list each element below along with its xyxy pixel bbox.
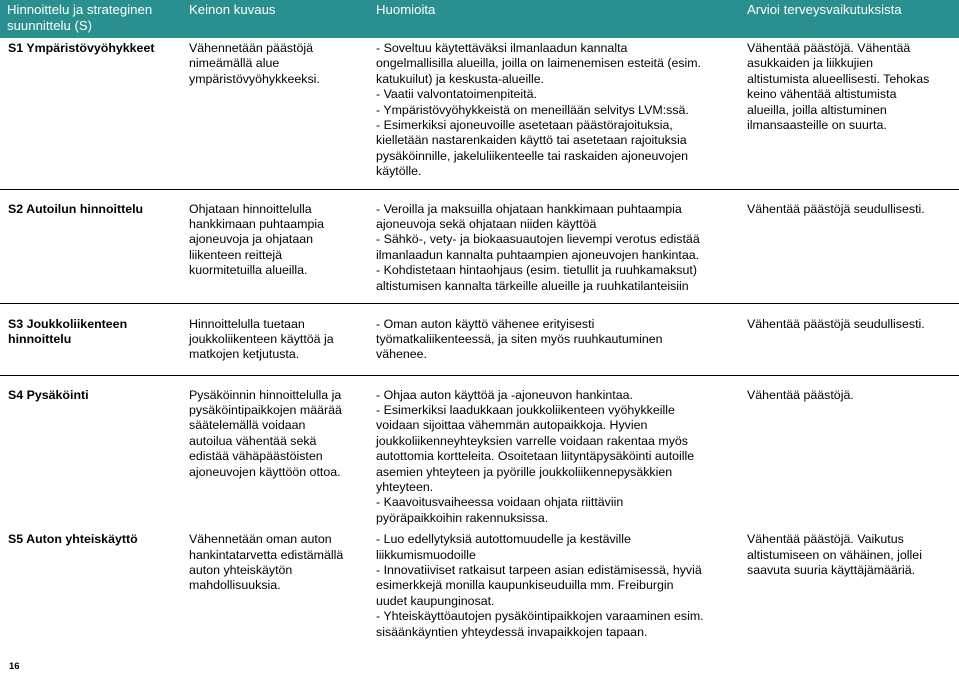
text-line: - Innovatiiviset ratkaisut tarpeen asian edistämisessä, hyviä [376,562,702,577]
text-line: ilmansaasteille on suurta. [747,118,887,133]
health-assessment [740,189,959,303]
text-line: - Kaavoitusvaiheessa voidaan ohjata riittäviin [376,495,624,510]
measure-name [0,303,182,375]
text-line: auton yhteiskäytön [189,562,293,577]
text-line: joukkoliikenneyhteyksien varrelle voidaan rakentaa myös [376,433,688,448]
health-assessment [740,303,959,375]
table-row [0,526,959,664]
measure-name [0,375,182,526]
text-line: - Sähkö-, vety- ja biokaasuautojen lievempi verotus edistää [376,232,700,247]
text-line: edistää vähäpäästöisten [189,449,323,464]
text-line: pysäköinnille, jakeluliikenteelle tai raskaiden ajoneuvojen [376,148,689,163]
header-text-line: Arvioi terveysvaikutuksista [747,2,902,17]
page-number: 16 [9,661,20,672]
table-header [0,0,959,38]
text-line: Vähentää päästöjä. [747,387,854,402]
text-line: katukuilut) ja keskusta-alueille. [376,71,545,86]
text-line: ajoneuvojen käyttöön ottoa. [189,464,341,479]
measure-notes [369,189,740,303]
header-strategy [0,0,182,38]
text-line: ajoneuvoja ja ohjataan [189,232,314,247]
text-line: - Esimerkiksi ajoneuvoille asetetaan päästörajoituksia, [376,118,673,133]
health-assessment [740,375,959,526]
text-line: Vähentää päästöjä. Vaikutus [747,532,904,547]
table-row [0,38,959,189]
text-line: hankintatarvetta edistämällä [189,547,344,562]
text-line: yhteyteen. [376,479,434,494]
text-line: keino vähentää altistumista [747,87,897,102]
text-line: - Ympäristövyöhykkeistä on meneillään selvitys LVM:ssä. [376,102,689,117]
header-health [740,0,959,38]
header-text-line: suunnittelu (S) [7,18,93,33]
text-line: liikenteen reittejä [189,247,282,262]
text-line: kuormitetuilla alueilla. [189,263,308,278]
text-line: Vähentää päästöjä. Vähentää [747,41,911,55]
measure-description [182,303,369,375]
measure-description [182,526,369,664]
measure-description [182,38,369,189]
measure-notes [369,526,740,664]
measure-name [0,526,182,664]
text-line: hinnoittelu [8,331,72,346]
text-line: ympäristövyöhykkeeksi. [189,71,320,86]
text-line: saavuta suuria käyttäjämääriä. [747,562,916,577]
table-row [0,303,959,375]
text-line: Hinnoittelulla tuetaan [189,316,305,331]
text-line: mahdollisuuksia. [189,578,281,593]
text-line: sisäänkäyntien yhteydessä invapaikkojen tapaan. [376,624,648,639]
health-assessment [740,38,959,189]
text-line: - Luo edellytyksiä autottomuudelle ja kestäville [376,532,631,547]
text-line: pysäköintipaikkojen määrää [189,402,342,417]
text-line: S2 Autoilun hinnoittelu [8,201,144,216]
measure-notes [369,303,740,375]
measure-notes [369,375,740,526]
table-row [0,375,959,526]
text-line: käytölle. [376,164,422,179]
text-line: S5 Auton yhteiskäyttö [8,532,138,547]
text-line: voidaan sijoittaa vähemmän autopaikkoja. Hyvien [376,418,648,433]
text-line: - Oman auton käyttö vähenee erityisesti [376,316,595,331]
text-line: Ohjataan hinnoittelulla [189,201,312,216]
text-line: nimeämällä alue [189,56,280,71]
text-line: autoilua vähentää sekä [189,433,317,448]
text-line: matkojen ketjutusta. [189,347,300,362]
text-line: Vähennetään oman auton [189,532,332,547]
table-row [0,189,959,303]
text-line: altistumista alueellisesti. Tehokas [747,71,930,86]
text-line: työmatkaliikenteessä, ja siten myös ruuhkautuminen [376,331,663,346]
header-text-line: Hinnoittelu ja strateginen [7,2,153,17]
header-description [182,0,369,38]
text-line: asemien yhteyteen ja pyörille joukkoliikennepysäkkien [376,464,673,479]
text-line: Vähentää päästöjä seudullisesti. [747,316,925,331]
text-line: liikkumismuodoille [376,547,476,562]
text-line: altistumiseen on vähäinen, jollei [747,547,922,562]
text-line: autottomia kortteleita. Osoitetaan liityntäpysäköinti autoille [376,449,695,464]
text-line: säätelemällä voidaan [189,418,306,433]
text-line: - Ohjaa auton käyttöä ja -ajoneuvon hankintaa. [376,387,633,402]
text-line: - Veroilla ja maksuilla ohjataan hankkimaan puhtaampia [376,201,682,216]
text-line: - Esimerkiksi laadukkaan joukkoliikenteen vyöhykkeille [376,402,675,417]
text-line: ilmanlaadun kannalta puhtaampien ajoneuvojen hankintaa. [376,247,700,262]
text-line: ajoneuvoja sekä ohjataan niiden käyttöä [376,216,597,231]
text-line: esimerkkejä monilla kaupunkiseuduilla mm. Freiburgin [376,578,674,593]
text-line: uudet kaupunginosat. [376,593,495,608]
text-line: - Kohdistetaan hintaohjaus (esim. tietullit ja ruuhkamaksut) [376,263,697,278]
text-line: pyöräpaikkoihin rakennuksissa. [376,510,549,525]
header-notes [369,0,740,38]
text-line: Pysäköinnin hinnoittelulla ja [189,387,342,402]
text-line: asukkaiden ja liikkujien [747,56,874,71]
measure-notes [369,38,740,189]
text-line: vähenee. [376,347,427,362]
text-line: S4 Pysäköinti [8,387,89,402]
text-line: - Yhteiskäyttöautojen pysäköintipaikkojen varaaminen esim. [376,609,704,624]
health-assessment [740,526,959,664]
text-line: joukkoliikenteen käyttöä ja [189,331,334,346]
text-line: alueilla, joilla altistuminen [747,102,887,117]
header-text-line: Huomioita [376,2,436,17]
text-line: altistumisen kannalta tärkeille alueille ja ruuhkatilanteisiin [376,278,689,293]
measure-name [0,189,182,303]
table-body [0,38,959,664]
text-line: S1 Ympäristövyöhykkeet [8,41,155,55]
text-line: - Vaatii valvontatoimenpiteitä. [376,87,537,102]
text-line: - Soveltuu käytettäväksi ilmanlaadun kannalta [376,41,628,55]
measure-name [0,38,182,189]
measure-description [182,189,369,303]
text-line: Vähentää päästöjä seudullisesti. [747,201,925,216]
text-line: kielletään nastarenkaiden käyttö tai asetetaan rajoituksia [376,133,687,148]
measure-description [182,375,369,526]
text-line: S3 Joukkoliikenteen [8,316,128,331]
text-line: hankkimaan puhtaampia [189,216,325,231]
header-text-line: Keinon kuvaus [189,2,276,17]
text-line: Vähennetään päästöjä [189,41,314,55]
text-line: ongelmallisilla alueilla, joilla on laimenemisen esteitä (esim. [376,56,702,71]
header-row [0,0,959,38]
